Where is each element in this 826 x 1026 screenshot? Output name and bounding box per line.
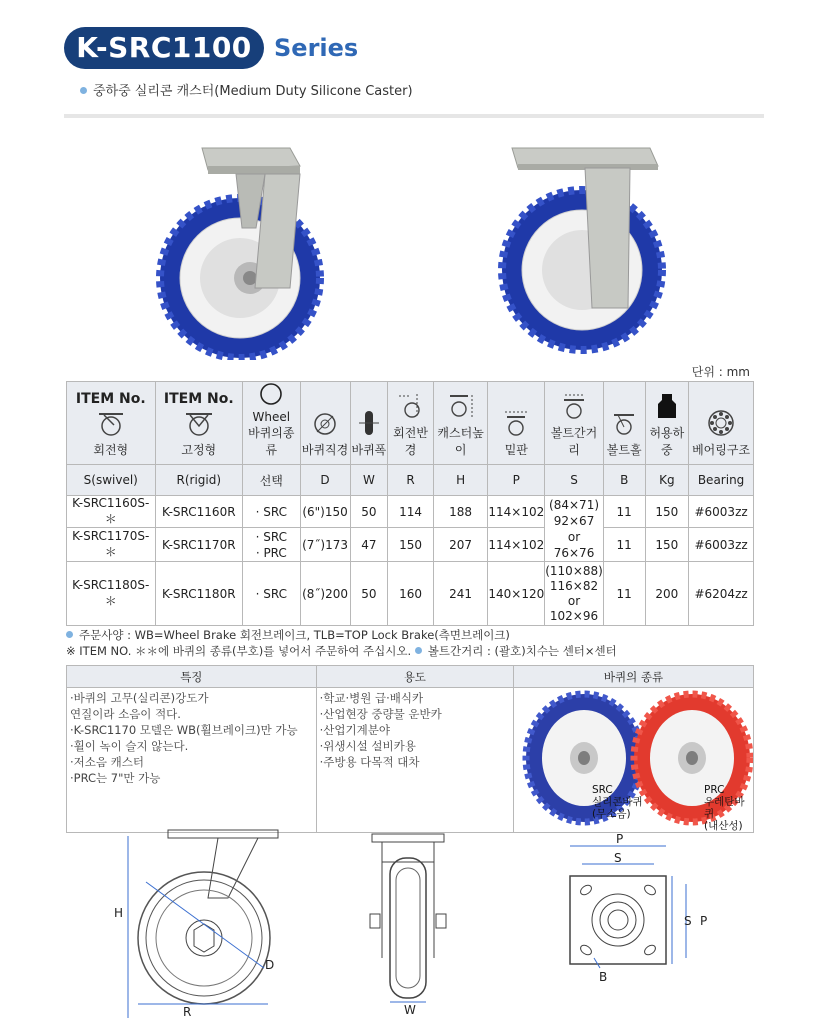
bolt-hole-icon — [610, 409, 638, 437]
note-line — [66, 627, 617, 643]
bolt-value: or — [567, 593, 581, 608]
note-line — [66, 643, 617, 659]
cell-swivel: K-SRC1170S-＊ — [67, 528, 156, 562]
cell-height: 241 — [433, 562, 487, 626]
features-header: 특징 — [67, 666, 317, 688]
list-item: ·휠이 녹이 슬지 않는다. — [70, 739, 189, 753]
header-bearing — [689, 382, 754, 465]
subtitle — [80, 80, 413, 99]
usage-header: 용도 — [316, 666, 513, 688]
cell-bolt-spacing — [545, 496, 604, 562]
swivel-radius-icon — [397, 392, 425, 420]
rigid-caster-photo — [490, 138, 690, 360]
unit-label: 단위 : mm — [691, 365, 750, 379]
cell-bolt-hole: 11 — [603, 528, 645, 562]
cell-load: 150 — [645, 528, 689, 562]
bolt-spacing-icon — [559, 392, 589, 420]
header-label: 볼트홀 — [606, 443, 642, 457]
header-swivel — [67, 382, 156, 465]
dim-d-label: D — [265, 958, 275, 972]
prc-label-line: 우레탄바퀴 — [703, 796, 745, 820]
diameter-icon — [312, 411, 338, 437]
cell-bolt-spacing — [545, 562, 604, 626]
header-rigid — [155, 382, 242, 465]
cell-radius: 114 — [388, 496, 434, 528]
wheel-option: · SRC — [255, 529, 287, 544]
cell-bolt-hole: 11 — [603, 562, 645, 626]
bullet-icon — [80, 87, 87, 94]
dim-s-top-label: S — [614, 851, 622, 865]
plate-icon — [501, 409, 531, 437]
cell-load: 200 — [645, 562, 689, 626]
wheel-types-header: 바퀴의 종류 — [513, 666, 753, 688]
code-cell: S(swivel) — [67, 465, 156, 496]
header-label: 허용하중 — [649, 426, 685, 457]
note-text: ※ ITEM NO. ＊＊에 바퀴의 종류(부호)를 넣어서 주문하여 주십시오. — [66, 644, 412, 658]
cell-wheel — [243, 528, 301, 562]
side-view-drawing — [108, 828, 304, 1018]
cell-bearing: #6204zz — [689, 562, 754, 626]
dim-w-label: W — [404, 1003, 416, 1017]
code-cell: R — [388, 465, 434, 496]
weight-icon — [655, 392, 679, 420]
bolt-value: 116×82 — [549, 578, 599, 593]
prc-label-line: PRC — [703, 784, 725, 796]
rigid-caster-icon — [183, 411, 215, 437]
note-text: 주문사양 : WB=Wheel Brake 회전브레이크, TLB=TOP Lock Brake(측면브레이크) — [79, 628, 510, 642]
cell-diameter: (8˝)200 — [300, 562, 350, 626]
header-swivel-radius — [388, 382, 434, 465]
bolt-value: or — [567, 529, 581, 544]
cell-bolt-hole: 11 — [603, 496, 645, 528]
bolt-value: 102×96 — [549, 608, 599, 623]
header-label: 베어링구조 — [692, 443, 751, 457]
header-label: 바퀴직경 — [301, 443, 349, 457]
dim-p-top-label: P — [616, 832, 624, 846]
header-bolt-spacing — [545, 382, 604, 465]
list-item: ·PRC는 7"만 가능 — [70, 771, 161, 785]
header-load — [645, 382, 689, 465]
list-item: ·저소음 캐스터 — [70, 755, 144, 769]
dim-r-label: R — [183, 1005, 192, 1019]
header-bolt-hole — [603, 382, 645, 465]
src-label — [592, 784, 643, 820]
src-label-line: SRC — [591, 784, 613, 796]
dim-p-side-label: P — [700, 914, 708, 928]
cell-swivel: K-SRC1160S-＊ — [67, 496, 156, 528]
note-text: 볼트간거리 : (괄호)치수는 센터×센터 — [427, 644, 617, 658]
cell-width: 50 — [350, 562, 388, 626]
header-item-no: ITEM No. — [75, 391, 146, 407]
list-item: 연질이라 소음이 적다. — [70, 707, 181, 721]
spec-header-codes — [67, 465, 754, 496]
cell-bearing: #6003zz — [689, 528, 754, 562]
code-cell: S — [545, 465, 604, 496]
header-diameter — [300, 382, 350, 465]
cell-swivel: K-SRC1180S-＊ — [67, 562, 156, 626]
list-item: ·주방용 다목적 대차 — [319, 755, 420, 769]
code-cell: R(rigid) — [155, 465, 242, 496]
bolt-value: 92×67 — [553, 513, 595, 528]
swivel-caster-photo — [150, 138, 350, 360]
bullet-icon — [66, 631, 73, 638]
header-plate — [488, 382, 545, 465]
header-label: 바퀴의종류 — [248, 426, 295, 457]
cell-radius: 160 — [388, 562, 434, 626]
spec-table — [66, 381, 754, 626]
cell-height: 188 — [433, 496, 487, 528]
header-label: 회전반경 — [393, 426, 428, 457]
wheel-option: · PRC — [255, 545, 287, 560]
bearing-icon — [707, 409, 735, 437]
header-label: 캐스터높이 — [437, 426, 484, 457]
cell-rigid: K-SRC1170R — [155, 528, 242, 562]
header-wheel-top: Wheel — [252, 410, 291, 424]
bolt-value: 76×76 — [553, 545, 595, 560]
list-item: ·산업현장 중량물 운반카 — [319, 707, 442, 721]
swivel-caster-icon — [96, 411, 126, 437]
table-row — [67, 496, 754, 528]
spec-header-icons — [67, 382, 754, 465]
dim-s-side-label: S — [684, 914, 692, 928]
cell-width: 50 — [350, 496, 388, 528]
bullet-icon — [415, 647, 422, 654]
cell-rigid: K-SRC1160R — [155, 496, 242, 528]
cell-radius: 150 — [388, 528, 434, 562]
cell-rigid: K-SRC1180R — [155, 562, 242, 626]
table-row — [67, 562, 754, 626]
subtitle-text: 중하중 실리콘 캐스터(Medium Duty Silicone Caster) — [93, 84, 413, 99]
list-item: ·K-SRC1170 모델은 WB(휠브레이크)만 가능 — [70, 723, 298, 737]
list-item: ·학교·병원 급·배식카 — [319, 691, 424, 705]
cell-diameter: (7˝)173 — [300, 528, 350, 562]
cell-load: 150 — [645, 496, 689, 528]
cell-bearing: #6003zz — [689, 496, 754, 528]
cell-width: 47 — [350, 528, 388, 562]
cell-height: 207 — [433, 528, 487, 562]
code-cell: W — [350, 465, 388, 496]
header-width — [350, 382, 388, 465]
list-item: ·산업기계분야 — [319, 723, 390, 737]
code-cell: H — [433, 465, 487, 496]
src-label-line: (무소음) — [591, 808, 631, 820]
list-item: ·위생시설 설비카용 — [319, 739, 416, 753]
prc-label — [704, 784, 753, 832]
code-cell: B — [603, 465, 645, 496]
wheel-types-cell — [513, 688, 753, 833]
header-wheel — [243, 382, 301, 465]
bolt-value: (84×71) — [549, 497, 600, 512]
code-cell: P — [488, 465, 545, 496]
features-list — [67, 688, 317, 833]
width-icon — [357, 409, 381, 437]
code-cell: Bearing — [689, 465, 754, 496]
dim-h-label: H — [114, 906, 124, 920]
header-label: 바퀴폭 — [351, 443, 387, 457]
cell-wheel: · SRC — [243, 496, 301, 528]
code-cell: 선택 — [243, 465, 301, 496]
caster-height-icon — [446, 392, 476, 420]
cell-plate: 114×102 — [488, 528, 545, 562]
header-height — [433, 382, 487, 465]
header-label: 고정형 — [181, 443, 217, 457]
prc-label-line: (내산성) — [703, 820, 743, 832]
bolt-value: (110×88) — [545, 563, 603, 578]
feature-table — [66, 665, 754, 833]
code-cell: D — [300, 465, 350, 496]
cell-plate: 114×102 — [488, 496, 545, 528]
front-view-drawing — [364, 828, 464, 1008]
src-label-line: 실리콘바퀴 — [591, 796, 643, 808]
model-title: K-SRC1100 — [64, 27, 264, 69]
header-item-no: ITEM No. — [163, 391, 234, 407]
cell-diameter: (6")150 — [300, 496, 350, 528]
header-label: 볼트간거리 — [550, 426, 598, 457]
divider — [64, 114, 764, 118]
cell-wheel: · SRC — [243, 562, 301, 626]
header-label: 밑판 — [504, 443, 528, 457]
usage-list — [316, 688, 513, 833]
series-label: Series — [274, 34, 359, 62]
dim-b-label: B — [599, 970, 608, 984]
cell-plate: 140×120 — [488, 562, 545, 626]
table-row — [67, 528, 754, 562]
order-notes — [66, 627, 617, 659]
list-item: ·바퀴의 고무(실리콘)강도가 — [70, 691, 209, 705]
header-label: 회전형 — [93, 443, 129, 457]
wheel-icon — [258, 382, 284, 406]
code-cell: Kg — [645, 465, 689, 496]
